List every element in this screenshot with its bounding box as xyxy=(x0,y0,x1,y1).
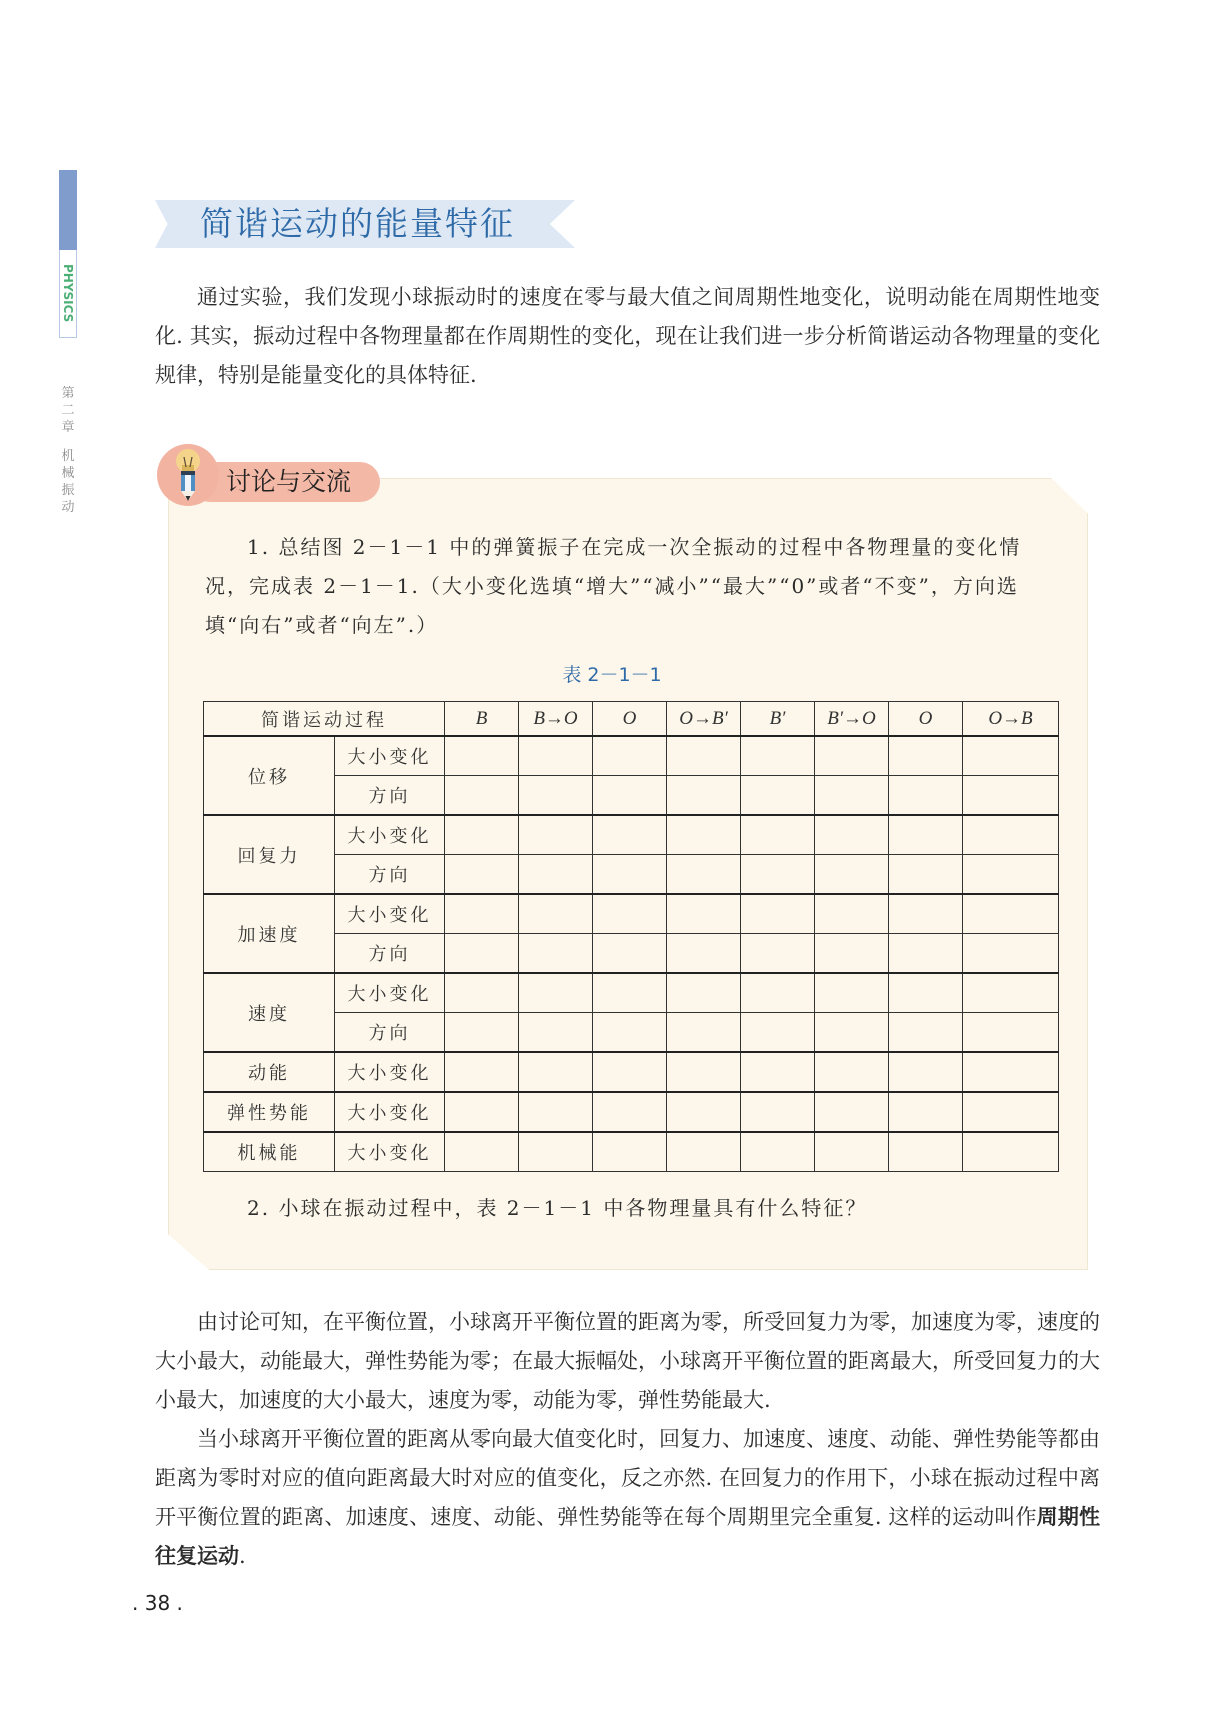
answer-cell[interactable] xyxy=(815,1092,889,1132)
side-color-bar xyxy=(59,170,77,250)
answer-cell[interactable] xyxy=(593,815,667,855)
answer-cell[interactable] xyxy=(667,1092,741,1132)
table-row xyxy=(204,1132,1059,1172)
intro-text: 通过实验，我们发现小球振动时的速度在零与最大值之间周期性地变化，说明动能在周期性地变化. 其实，振动过程中各物理量都在作周期性的变化，现在让我们进一步分析简谐运动各物理量的变化规律，特别是能量变化的具体特征. xyxy=(155,285,1100,387)
answer-cell[interactable] xyxy=(519,776,593,816)
answer-cell[interactable] xyxy=(445,776,519,816)
answer-cell[interactable] xyxy=(445,736,519,776)
question-1 xyxy=(205,528,1065,645)
column-header: O→B xyxy=(963,702,1059,737)
attribute-label: 大小变化 xyxy=(335,1092,445,1132)
answer-cell[interactable] xyxy=(889,736,963,776)
answer-cell[interactable] xyxy=(741,934,815,974)
answer-cell[interactable] xyxy=(593,736,667,776)
answer-cell[interactable] xyxy=(741,1132,815,1172)
answer-cell[interactable] xyxy=(519,1092,593,1132)
conclusion-period: . xyxy=(239,1544,246,1568)
column-header: B xyxy=(445,702,519,737)
lightbulb-pencil-icon xyxy=(170,445,206,503)
answer-cell[interactable] xyxy=(667,973,741,1013)
quantity-label: 加速度 xyxy=(204,894,335,973)
chapter-title-char: 动 xyxy=(61,500,75,515)
table-row xyxy=(204,894,1059,934)
subject-label: PHYSICS xyxy=(61,264,75,323)
answer-cell[interactable] xyxy=(963,973,1059,1013)
answer-cell[interactable] xyxy=(741,736,815,776)
quantity-label: 回复力 xyxy=(204,815,335,894)
question-2-text: 2. 小球在振动过程中，表 2－1－1 中各物理量具有什么特征？ xyxy=(247,1196,868,1220)
answer-cell[interactable] xyxy=(815,1132,889,1172)
answer-cell[interactable] xyxy=(815,736,889,776)
quantity-label: 弹性势能 xyxy=(204,1092,335,1132)
attribute-label: 方向 xyxy=(335,855,445,895)
table-row xyxy=(204,815,1059,855)
answer-table xyxy=(203,701,1059,1172)
answer-cell[interactable] xyxy=(741,815,815,855)
answer-cell[interactable] xyxy=(519,1132,593,1172)
answer-cell[interactable] xyxy=(963,1052,1059,1092)
answer-cell[interactable] xyxy=(667,1013,741,1053)
answer-cell[interactable] xyxy=(593,973,667,1013)
answer-cell[interactable] xyxy=(593,855,667,895)
answer-cell[interactable] xyxy=(963,934,1059,974)
answer-cell[interactable] xyxy=(741,1052,815,1092)
answer-cell[interactable] xyxy=(889,776,963,816)
question-1-text: 1. 总结图 2－1－1 中的弹簧振子在完成一次全振动的过程中各物理量的变化情况，完成表 2－1－1.（大小变化选填“增大”“减小”“最大”“0”或者“不变”，方向选填“向右”或者“向左”.） xyxy=(205,535,1022,637)
answer-cell[interactable] xyxy=(741,776,815,816)
answer-cell[interactable] xyxy=(963,736,1059,776)
column-header: B′ xyxy=(741,702,815,737)
intro-paragraph xyxy=(155,278,1100,395)
answer-cell[interactable] xyxy=(815,776,889,816)
answer-cell[interactable] xyxy=(519,1013,593,1053)
subject-tab xyxy=(59,250,77,338)
answer-cell[interactable] xyxy=(445,855,519,895)
answer-cell[interactable] xyxy=(963,855,1059,895)
answer-cell[interactable] xyxy=(445,815,519,855)
answer-cell[interactable] xyxy=(667,1132,741,1172)
quantity-label: 动能 xyxy=(204,1052,335,1092)
answer-cell[interactable] xyxy=(445,1092,519,1132)
attribute-label: 方向 xyxy=(335,934,445,974)
answer-cell[interactable] xyxy=(519,894,593,934)
answer-cell[interactable] xyxy=(889,815,963,855)
table-caption: 表 2－1－1 xyxy=(562,664,662,686)
answer-cell[interactable] xyxy=(815,855,889,895)
answer-cell[interactable] xyxy=(445,973,519,1013)
answer-cell[interactable] xyxy=(741,1092,815,1132)
answer-cell[interactable] xyxy=(667,1052,741,1092)
answer-cell[interactable] xyxy=(963,1132,1059,1172)
answer-cell[interactable] xyxy=(815,1013,889,1053)
answer-cell[interactable] xyxy=(519,973,593,1013)
answer-cell[interactable] xyxy=(815,934,889,974)
conclusion-section xyxy=(155,1303,1100,1576)
attribute-label: 方向 xyxy=(335,1013,445,1053)
section-title: 简谐运动的能量特征 xyxy=(200,204,515,243)
answer-cell[interactable] xyxy=(963,776,1059,816)
answer-cell[interactable] xyxy=(593,1013,667,1053)
answer-cell[interactable] xyxy=(445,1013,519,1053)
conclusion-paragraph-1: 由讨论可知，在平衡位置，小球离开平衡位置的距离为零，所受回复力为零，加速度为零，速度的大小最大，动能最大，弹性势能为零；在最大振幅处，小球离开平衡位置的距离最大，所受回复力的大小最大，加速度的大小最大，速度为零，动能为零，弹性势能最大. xyxy=(155,1310,1100,1412)
table-row xyxy=(204,973,1059,1013)
answer-cell[interactable] xyxy=(667,934,741,974)
key-term: 周期性往复运动 xyxy=(155,1505,1100,1568)
quantity-label: 位移 xyxy=(204,736,335,815)
answer-cell[interactable] xyxy=(519,1052,593,1092)
attribute-label: 大小变化 xyxy=(335,1132,445,1172)
answer-cell[interactable] xyxy=(519,855,593,895)
attribute-label: 大小变化 xyxy=(335,1052,445,1092)
answer-cell[interactable] xyxy=(667,855,741,895)
answer-cell[interactable] xyxy=(667,815,741,855)
answer-cell[interactable] xyxy=(667,736,741,776)
chapter-title-char: 机 xyxy=(61,449,75,464)
answer-cell[interactable] xyxy=(667,894,741,934)
answer-cell[interactable] xyxy=(519,815,593,855)
answer-cell[interactable] xyxy=(445,1052,519,1092)
answer-cell[interactable] xyxy=(445,1132,519,1172)
answer-cell[interactable] xyxy=(889,855,963,895)
attribute-label: 大小变化 xyxy=(335,736,445,776)
answer-cell[interactable] xyxy=(593,1092,667,1132)
answer-cell[interactable] xyxy=(593,1132,667,1172)
answer-cell[interactable] xyxy=(741,894,815,934)
chapter-title-char: 振 xyxy=(61,483,75,498)
attribute-label: 大小变化 xyxy=(335,973,445,1013)
answer-cell[interactable] xyxy=(963,1013,1059,1053)
chapter-marker xyxy=(60,385,76,516)
answer-cell[interactable] xyxy=(963,815,1059,855)
answer-cell[interactable] xyxy=(667,776,741,816)
answer-cell[interactable] xyxy=(445,894,519,934)
answer-cell[interactable] xyxy=(889,1052,963,1092)
conclusion-text: 当小球离开平衡位置的距离从零向最大值变化时，回复力、加速度、速度、动能、弹性势能等都由距离为零时对应的值向距离最大时对应的值变化，反之亦然. 在回复力的作用下，小球在振动过程中离开平衡位置的距离、加速度、速度、动能、弹性势能等在每个周期里完全重复. 这样的运动叫作 xyxy=(155,1427,1100,1529)
table-row xyxy=(204,1092,1059,1132)
answer-cell[interactable] xyxy=(741,1013,815,1053)
table-row xyxy=(204,736,1059,776)
column-header: O→B′ xyxy=(667,702,741,737)
answer-cell[interactable] xyxy=(889,1013,963,1053)
chapter-title-char: 械 xyxy=(61,466,75,481)
answer-cell[interactable] xyxy=(815,1052,889,1092)
discussion-label: 讨论与交流 xyxy=(226,467,352,496)
conclusion-paragraph-2 xyxy=(155,1420,1100,1576)
answer-cell[interactable] xyxy=(889,1092,963,1132)
answer-cell[interactable] xyxy=(741,855,815,895)
answer-cell[interactable] xyxy=(889,973,963,1013)
page-number: . 38 . xyxy=(132,1591,183,1615)
answer-cell[interactable] xyxy=(963,1092,1059,1132)
answer-cell[interactable] xyxy=(593,1052,667,1092)
chapter-char: 第 xyxy=(61,386,75,401)
answer-cell[interactable] xyxy=(889,894,963,934)
attribute-label: 方向 xyxy=(335,776,445,816)
answer-cell[interactable] xyxy=(445,934,519,974)
table-header-row xyxy=(204,702,1059,737)
attribute-label: 大小变化 xyxy=(335,894,445,934)
question-2 xyxy=(205,1189,1107,1228)
answer-cell[interactable] xyxy=(889,1132,963,1172)
answer-cell[interactable] xyxy=(815,894,889,934)
column-header: B→O xyxy=(519,702,593,737)
answer-cell[interactable] xyxy=(593,934,667,974)
quantity-label: 速度 xyxy=(204,973,335,1052)
answer-cell[interactable] xyxy=(519,736,593,776)
answer-cell[interactable] xyxy=(889,934,963,974)
table-row xyxy=(204,1052,1059,1092)
answer-cell[interactable] xyxy=(593,894,667,934)
column-header: B′→O xyxy=(815,702,889,737)
column-header: O xyxy=(593,702,667,737)
chapter-char: 二 xyxy=(61,403,75,418)
answer-cell[interactable] xyxy=(815,815,889,855)
quantity-label: 机械能 xyxy=(204,1132,335,1172)
column-header: O xyxy=(889,702,963,737)
attribute-label: 大小变化 xyxy=(335,815,445,855)
header-process-label: 简谐运动过程 xyxy=(204,702,445,737)
answer-cell[interactable] xyxy=(593,776,667,816)
answer-cell[interactable] xyxy=(815,973,889,1013)
answer-cell[interactable] xyxy=(519,934,593,974)
answer-cell[interactable] xyxy=(963,894,1059,934)
answer-cell[interactable] xyxy=(741,973,815,1013)
chapter-char: 章 xyxy=(61,420,75,435)
